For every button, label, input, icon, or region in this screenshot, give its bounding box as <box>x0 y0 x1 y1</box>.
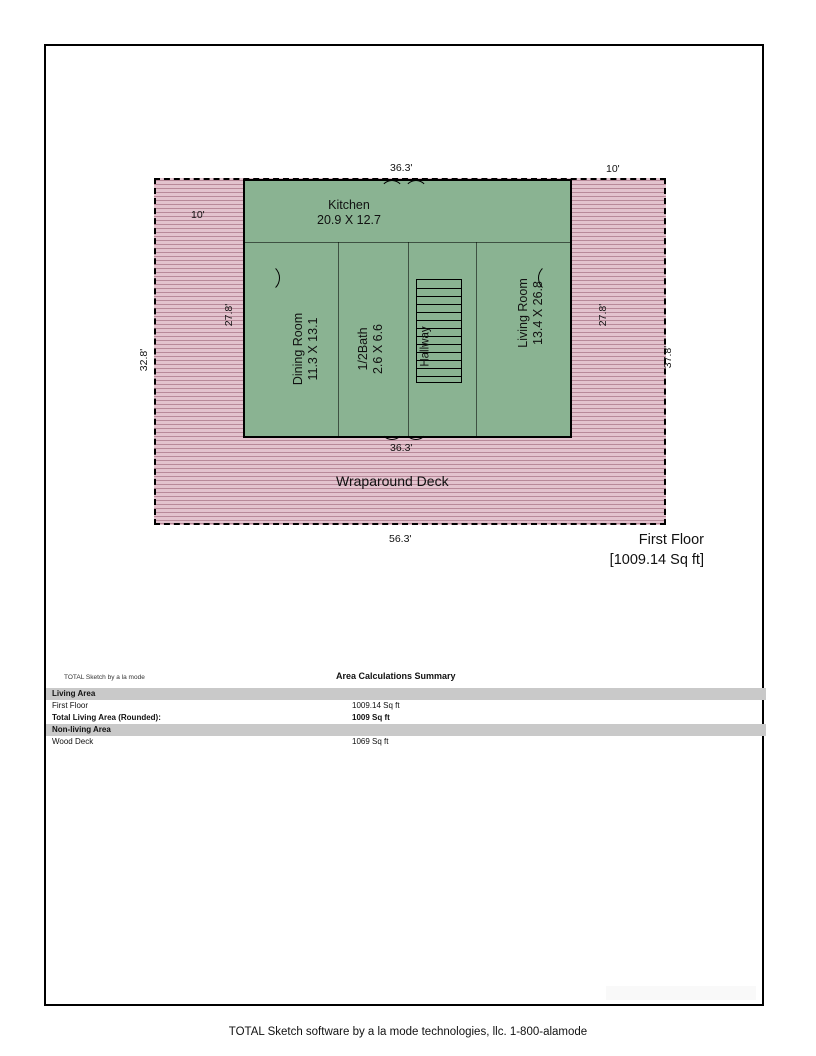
dimension-right-inner: 27.8' <box>597 303 609 327</box>
summary-header-label: Living Area <box>52 689 96 698</box>
summary-row-total <box>46 712 766 724</box>
area-summary-title: Area Calculations Summary <box>336 671 456 681</box>
summary-header-label: Non-living Area <box>52 725 111 734</box>
floorplan-sketch <box>46 46 766 666</box>
summary-row-label: First Floor <box>52 701 88 710</box>
dimension-top-center: 36.3' <box>390 162 413 174</box>
room-name-living-room: Living Room <box>516 278 530 348</box>
dimension-bottom-outer: 56.3' <box>389 533 412 545</box>
dimension-right-outer: 37.8' <box>662 345 674 369</box>
room-label-living-room <box>516 233 546 393</box>
dimension-top-right: 10' <box>606 163 620 175</box>
summary-row <box>46 736 766 748</box>
dimension-left-inner: 27.8' <box>223 303 235 327</box>
room-label-half-bath <box>356 269 386 429</box>
interior-wall-right-vertical <box>476 242 477 438</box>
door-arc-bottom-right-icon <box>404 416 428 440</box>
area-calculations-summary <box>46 688 766 748</box>
room-name-hallway: Hallway <box>419 326 432 367</box>
room-label-dining-room <box>291 269 321 429</box>
interior-wall-left-vertical <box>338 242 339 438</box>
sketch-credit: TOTAL Sketch by a la mode <box>64 674 145 681</box>
floor-title-line1: First Floor <box>638 532 704 548</box>
door-arc-left-icon <box>252 264 280 292</box>
summary-row <box>46 700 766 712</box>
deck-label: Wraparound Deck <box>336 473 449 489</box>
room-dims-dining-room: 11.3 X 13.1 <box>306 317 320 381</box>
summary-row-label: Total Living Area (Rounded): <box>52 713 161 722</box>
room-dims-half-bath: 2.6 X 6.6 <box>371 323 385 375</box>
floor-title-line2: [1009.14 Sq ft] <box>609 552 704 568</box>
summary-section-header <box>46 688 766 700</box>
page-footer: TOTAL Sketch software by a la mode technologies, llc. 1-800-alamode <box>228 1026 588 1038</box>
summary-row-label: Wood Deck <box>52 737 94 746</box>
dimension-left-outer: 32.8' <box>138 348 150 372</box>
room-dims-kitchen: 20.9 X 12.7 <box>317 213 381 227</box>
room-name-dining-room: Dining Room <box>291 312 305 386</box>
summary-row-value: 1009.14 Sq ft <box>352 701 400 710</box>
summary-section-header <box>46 724 766 736</box>
page-frame <box>44 44 764 1006</box>
room-dims-living-room: 13.4 X 26.8 <box>531 281 545 345</box>
room-label-kitchen <box>289 198 409 228</box>
summary-row-value: 1009 Sq ft <box>352 713 390 722</box>
dimension-bottom-inner: 36.3' <box>390 442 413 454</box>
summary-row-value: 1069 Sq ft <box>352 737 389 746</box>
room-name-half-bath: 1/2Bath <box>356 327 370 371</box>
room-label-hallway <box>419 287 434 407</box>
room-name-kitchen: Kitchen <box>328 198 370 212</box>
interior-wall-mid-vertical <box>408 242 409 438</box>
floor-title <box>610 530 704 570</box>
dimension-top-left: 10' <box>191 209 205 221</box>
watermark <box>606 986 756 1000</box>
